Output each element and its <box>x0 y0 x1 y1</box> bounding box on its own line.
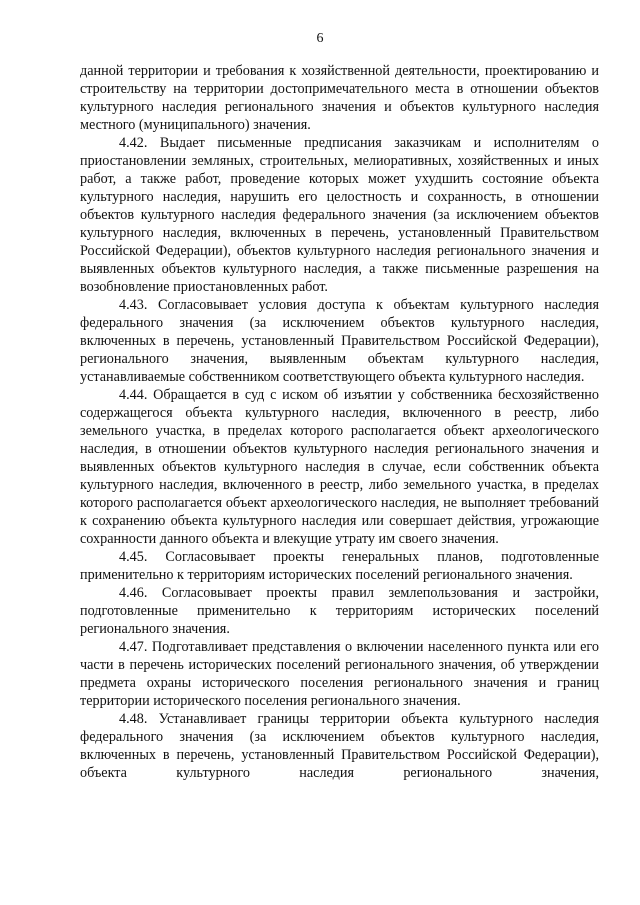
paragraph-continuation: данной территории и требования к хозяйственной деятельности, проектированию и строительству на территории достопримечательного места в отношении объектов культурного наследия регионального значения и объектов культурного наследия местного (муниципального) значения. <box>80 63 599 133</box>
paragraph-4-43: 4.43. Согласовывает условия доступа к объектам культурного наследия федерального значения (за исключением объектов культурного наследия, включенных в перечень, установленный Правительством Российской Федерации), регионального значения, выявленным объектам культурного наследия, устанавливаемые собственником соответствующего объекта культурного наследия. <box>80 297 599 385</box>
paragraph-4-48: 4.48. Устанавливает границы территории объекта культурного наследия федерального значения (за исключением объектов культурного наследия, включенных в перечень, установленный Правительством Российской Федерации), объекта культурного наследия регионального значения, <box>80 711 599 781</box>
paragraph-4-44: 4.44. Обращается в суд с иском об изъятии у собственника бесхозяйственно содержащегося объекта культурного наследия, включенного в реестр, либо земельного участка, в пределах которого располагается объект археологического наследия, в отношении объектов культурного наследия регионального значения и выявленных объектов культурного наследия в случае, если собственник объекта культурного наследия, включенного в реестр, либо земельного участка, в пределах которого располагается объект археологического наследия, не выполняет требований к сохранению объекта культурного наследия или совершает действия, угрожающие сохранности данного объекта и влекущие утрату им своего значения. <box>80 387 599 547</box>
paragraph-4-46: 4.46. Согласовывает проекты правил землепользования и застройки, подготовленные применительно к территориям исторических поселений регионального значения. <box>80 585 599 637</box>
page-number: 6 <box>316 31 324 46</box>
paragraph-4-45: 4.45. Согласовывает проекты генеральных планов, подготовленные применительно к территориям исторических поселений регионального значения. <box>80 549 599 583</box>
paragraph-4-47: 4.47. Подготавливает представления о включении населенного пункта или его части в перечень исторических поселений регионального значения, об утверждении предмета охраны исторического поселения регионального значения и границ территории исторического поселения регионального значения. <box>80 639 599 709</box>
document-body <box>80 62 599 782</box>
paragraph-4-42: 4.42. Выдает письменные предписания заказчикам и исполнителям о приостановлении земляных, строительных, мелиоративных, хозяйственных и иных работ, а также работ, проведение которых может ухудшить состояние объекта культурного наследия, нарушить его целостность и сохранность, в отношении объектов культурного наследия федерального значения (за исключением объектов культурного наследия, включенных в перечень, установленный Правительством Российской Федерации), объектов культурного наследия регионального значения и выявленных объектов культурного наследия, а также письменные разрешения на возобновление приостановленных работ. <box>80 135 599 295</box>
